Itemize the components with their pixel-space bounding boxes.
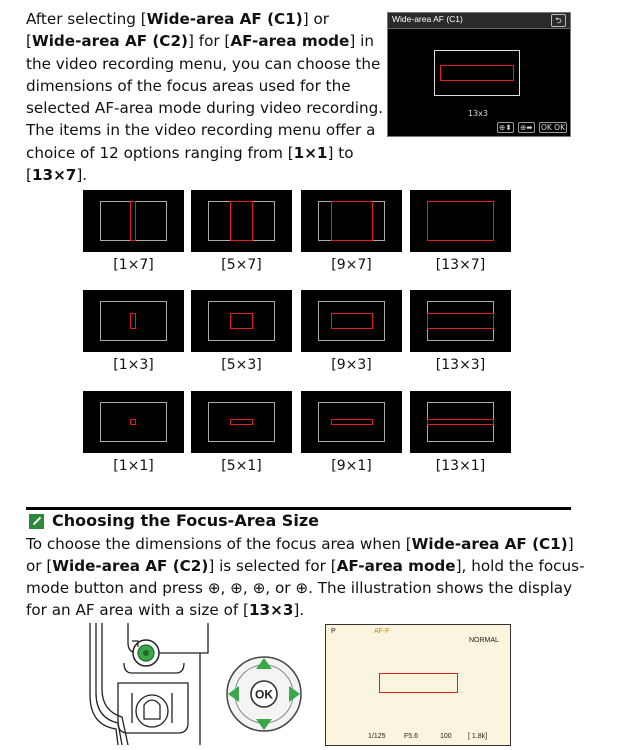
focus-area-option-tile <box>410 290 511 352</box>
aperture: F5.6 <box>404 733 419 740</box>
shutter-speed: 1/125 <box>368 733 386 740</box>
option-label: [1×3] <box>113 357 154 373</box>
option-label: [9×7] <box>331 257 372 273</box>
focus-area-size-value: 13x3 <box>468 109 489 118</box>
focus-area-outline <box>379 673 458 693</box>
section-title: Choosing the Focus-Area Size <box>52 511 319 530</box>
camera-menu-screen <box>387 12 571 137</box>
multi-selector-down-icon: ⊕ <box>230 579 243 597</box>
option-label: [5×3] <box>221 357 262 373</box>
section-divider <box>26 507 571 510</box>
multi-selector-left-icon: ⊕ <box>252 579 266 597</box>
focus-area-option-tile <box>83 190 184 252</box>
focus-area-option-tile <box>410 190 511 252</box>
option-label: [1×7] <box>113 257 154 273</box>
ok-button-label: OK <box>255 687 273 702</box>
back-arrow-icon[interactable]: ⮌ <box>551 14 566 27</box>
option-label: [5×7] <box>221 257 262 273</box>
frames-remaining: [ 1.8k] <box>468 733 488 740</box>
multi-selector-right-icon: ⊕ <box>295 579 309 597</box>
focus-area-option-tile <box>301 290 402 352</box>
option-label: [13×3] <box>435 357 486 373</box>
focus-area-option-tile <box>191 190 292 252</box>
control-hint: ⊕⬌ <box>520 123 533 132</box>
focus-area-option-tile <box>83 290 184 352</box>
shooting-mode: P <box>331 628 336 635</box>
intro-paragraph: After selecting [Wide-area AF (C1)] or [Wide-area AF (C2)] for [AF-area mode] in the video recording menu, you can choose the dimensions of the focus areas used for the selected AF-area mode during video recording. The items in the video recording menu offer a choice of 12 options ranging from [1×1] to [13×7]. <box>26 10 384 185</box>
focus-area-option-tile <box>191 290 292 352</box>
iso: 100 <box>440 733 452 740</box>
multi-selector-up-icon: ⊕ <box>207 579 221 597</box>
option-label: [13×7] <box>435 257 486 273</box>
option-label: [13×1] <box>435 458 486 474</box>
section-paragraph: To choose the dimensions of the focus area when [Wide-area AF (C1)] or [Wide-area AF (C2)] is selected for [AF-area mode], hold the focus-mode button and press ⊕, ⊕, ⊕, or ⊕. The illustration shows the display for an AF area with a size of [13×3]. <box>26 535 585 619</box>
option-label: [9×3] <box>331 357 372 373</box>
camera-body-illustration <box>88 623 216 745</box>
multi-selector-illustration <box>225 655 303 733</box>
camera-menu-title-bar <box>388 13 570 29</box>
option-label: [9×1] <box>331 458 372 474</box>
focus-area-option-tile <box>191 391 292 453</box>
camera-menu-title: Wide-area AF (C1) <box>392 14 463 24</box>
image-quality: NORMAL <box>469 637 499 644</box>
focus-area-option-tile <box>301 190 402 252</box>
control-hint: OK OK <box>540 123 565 132</box>
focus-area-option-tile <box>410 391 511 453</box>
control-hint: ⊕⬍ <box>499 123 512 132</box>
option-label: [5×1] <box>221 458 262 474</box>
focus-area-outline <box>440 65 514 81</box>
pencil-note-icon <box>29 514 44 529</box>
focus-area-option-tile <box>83 391 184 453</box>
focus-area-option-tile <box>301 391 402 453</box>
camera-control-hints <box>495 122 567 133</box>
lcd-monitor-illustration <box>325 624 511 746</box>
af-mode: AF-F <box>374 628 390 635</box>
option-label: [1×1] <box>113 458 154 474</box>
